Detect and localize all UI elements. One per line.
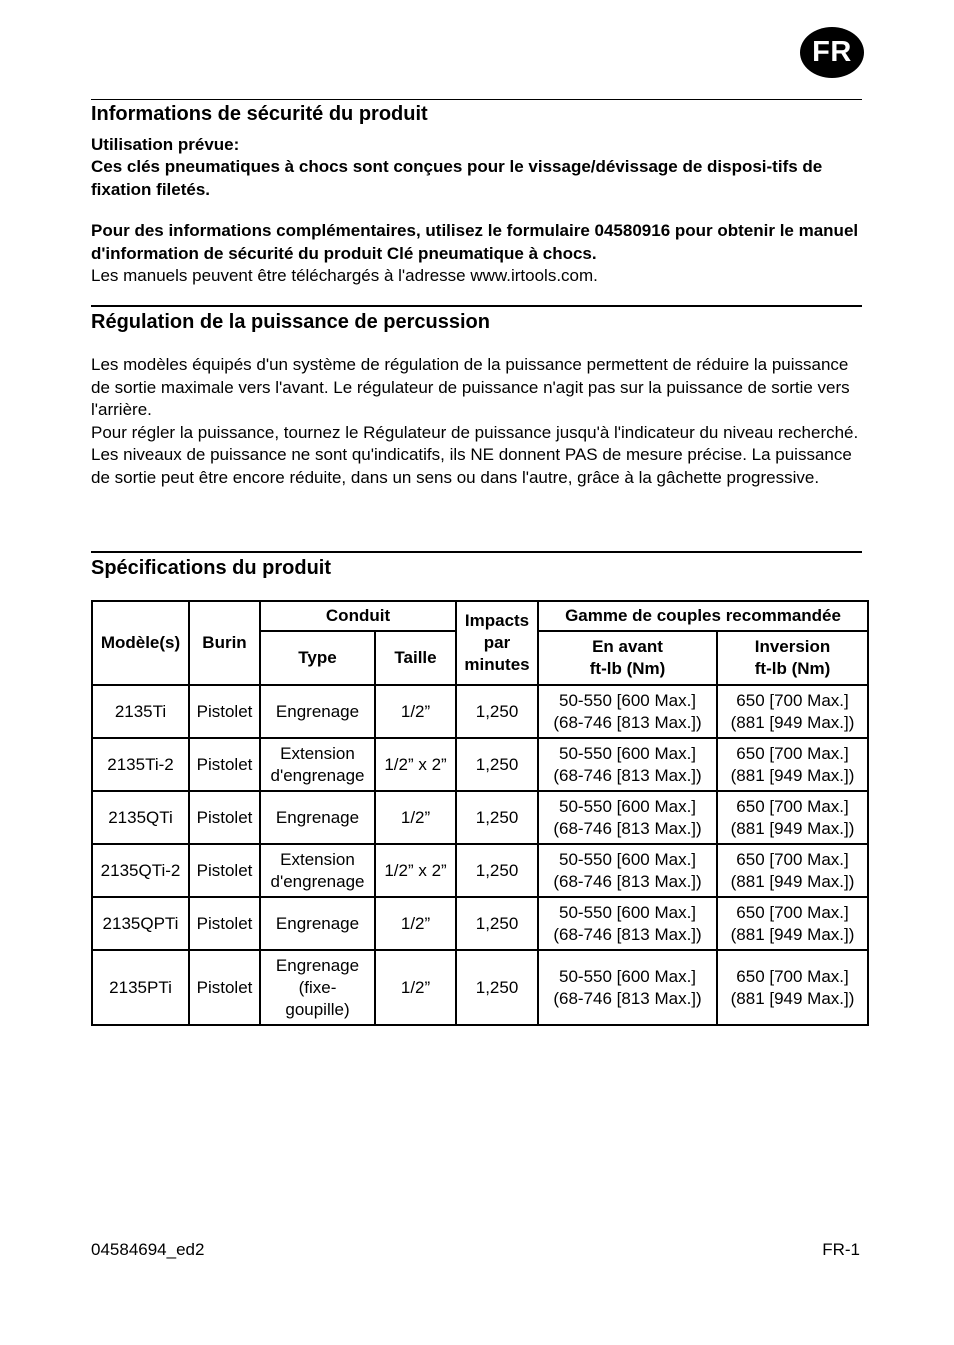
- header-reverse: Inversion ft-lb (Nm): [717, 631, 868, 685]
- safety-heading: Informations de sécurité du produit: [91, 103, 428, 125]
- cell-size: 1/2” x 2”: [375, 844, 456, 897]
- table-row: [92, 738, 868, 791]
- cell-forward: 50-550 [600 Max.] (68-746 [813 Max.]): [538, 844, 717, 897]
- cell-reverse: 650 [700 Max.] (881 [949 Max.]): [717, 897, 868, 950]
- cell-size: 1/2” x 2”: [375, 738, 456, 791]
- cell-model: 2135QTi-2: [92, 844, 189, 897]
- cell-type: Extension d'engrenage: [260, 844, 375, 897]
- header-impacts: Impacts par minutes: [456, 601, 538, 685]
- download-text: Les manuels peuvent être téléchargés à l'adresse www.irtools.com.: [91, 266, 598, 285]
- table-header-row: [92, 601, 868, 631]
- intended-use-label: Utilisation prévue:: [91, 135, 240, 154]
- section-divider: [91, 305, 862, 307]
- header-type: Type: [260, 631, 375, 685]
- cell-impacts: 1,250: [456, 738, 538, 791]
- cell-size: 1/2”: [375, 950, 456, 1025]
- specs-heading: Spécifications du produit: [91, 557, 332, 579]
- regulation-body: [91, 354, 863, 489]
- section-divider: [91, 551, 862, 553]
- cell-forward: 50-550 [600 Max.] (68-746 [813 Max.]): [538, 950, 717, 1025]
- cell-type: Engrenage: [260, 791, 375, 844]
- language-badge: FR: [800, 27, 864, 78]
- cell-reverse: 650 [700 Max.] (881 [949 Max.]): [717, 685, 868, 738]
- cell-model: 2135PTi: [92, 950, 189, 1025]
- regulation-paragraph: Les niveaux de puissance ne sont qu'indicatifs, ils NE donnent PAS de mesure précise. La puissance de sortie peut être encore réduite, dans un sens ou dans l'autre, grâce à la gâchette progressive.: [91, 445, 852, 487]
- cell-size: 1/2”: [375, 897, 456, 950]
- cell-forward: 50-550 [600 Max.] (68-746 [813 Max.]): [538, 791, 717, 844]
- cell-impacts: 1,250: [456, 685, 538, 738]
- header-models: Modèle(s): [92, 601, 189, 685]
- cell-model: 2135QTi: [92, 791, 189, 844]
- table-row: [92, 791, 868, 844]
- cell-size: 1/2”: [375, 791, 456, 844]
- page-number: FR-1: [822, 1240, 860, 1259]
- cell-type: Extension d'engrenage: [260, 738, 375, 791]
- table-row: [92, 685, 868, 738]
- header-divider: [91, 99, 862, 100]
- cell-handle: Pistolet: [189, 897, 260, 950]
- regulation-paragraph: Les modèles équipés d'un système de régulation de la puissance permettent de réduire la puissance de sortie maximale vers l'avant. Le régulateur de puissance n'agit pas sur la puissance de sortie vers l'arrière.: [91, 355, 850, 419]
- cell-handle: Pistolet: [189, 791, 260, 844]
- cell-type: Engrenage: [260, 897, 375, 950]
- cell-model: 2135Ti: [92, 685, 189, 738]
- cell-forward: 50-550 [600 Max.] (68-746 [813 Max.]): [538, 897, 717, 950]
- header-handle: Burin: [189, 601, 260, 685]
- table-row: [92, 950, 868, 1025]
- cell-type: Engrenage: [260, 685, 375, 738]
- cell-reverse: 650 [700 Max.] (881 [949 Max.]): [717, 738, 868, 791]
- cell-type: Engrenage (fixe- goupille): [260, 950, 375, 1025]
- cell-handle: Pistolet: [189, 685, 260, 738]
- regulation-heading: Régulation de la puissance de percussion: [91, 311, 490, 333]
- cell-impacts: 1,250: [456, 791, 538, 844]
- cell-reverse: 650 [700 Max.] (881 [949 Max.]): [717, 950, 868, 1025]
- cell-impacts: 1,250: [456, 950, 538, 1025]
- cell-impacts: 1,250: [456, 897, 538, 950]
- cell-reverse: 650 [700 Max.] (881 [949 Max.]): [717, 791, 868, 844]
- cell-handle: Pistolet: [189, 844, 260, 897]
- table-row: [92, 897, 868, 950]
- cell-impacts: 1,250: [456, 844, 538, 897]
- cell-model: 2135Ti-2: [92, 738, 189, 791]
- header-drive: Conduit: [260, 601, 456, 631]
- specifications-table: [91, 600, 869, 1026]
- cell-handle: Pistolet: [189, 738, 260, 791]
- cell-size: 1/2”: [375, 685, 456, 738]
- cell-forward: 50-550 [600 Max.] (68-746 [813 Max.]): [538, 685, 717, 738]
- header-torque-range: Gamme de couples recommandée: [538, 601, 868, 631]
- header-forward: En avant ft-lb (Nm): [538, 631, 717, 685]
- header-size: Taille: [375, 631, 456, 685]
- cell-reverse: 650 [700 Max.] (881 [949 Max.]): [717, 844, 868, 897]
- document-number: 04584694_ed2: [91, 1240, 205, 1259]
- more-info-text: Pour des informations complémentaires, utilisez le formulaire 04580916 pour obtenir le manuel d'information de sécurité du produit Clé pneumatique à chocs.: [91, 221, 859, 263]
- table-row: [92, 844, 868, 897]
- cell-forward: 50-550 [600 Max.] (68-746 [813 Max.]): [538, 738, 717, 791]
- cell-handle: Pistolet: [189, 950, 260, 1025]
- intended-use-text: Ces clés pneumatiques à chocs sont conçues pour le vissage/dévissage de disposi-tifs de fixation filetés.: [91, 157, 823, 199]
- cell-model: 2135QPTi: [92, 897, 189, 950]
- regulation-paragraph: Pour régler la puissance, tournez le Régulateur de puissance jusqu'à l'indicateur du niveau recherché.: [91, 422, 859, 442]
